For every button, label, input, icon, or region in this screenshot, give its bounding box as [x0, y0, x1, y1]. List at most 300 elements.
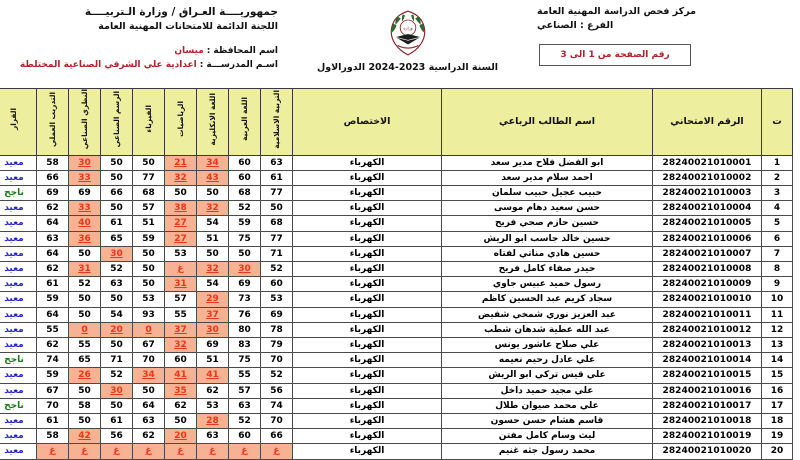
row-subject-mark: 28: [197, 414, 229, 429]
row-exam-number: 28240021010008: [653, 262, 762, 277]
row-subject-mark: 50: [101, 155, 133, 170]
row-subject-mark: 61: [101, 414, 133, 429]
row-specialization: الكهرباء: [293, 383, 442, 398]
table-row: [0, 353, 793, 368]
row-subject-mark: 74: [261, 398, 293, 413]
row-sequence-number: 8: [762, 262, 793, 277]
row-subject-mark: 77: [261, 231, 293, 246]
row-student-name: احمد سلام مدير سعد: [442, 170, 653, 185]
row-subject-mark: 26: [69, 368, 101, 383]
row-subject-mark: 50: [197, 186, 229, 201]
header-left-block: [537, 6, 792, 66]
table-row: [0, 201, 793, 216]
row-student-name: حسن سعيد دهام موسى: [442, 201, 653, 216]
row-specialization: الكهرباء: [293, 307, 442, 322]
row-subject-mark: 68: [229, 186, 261, 201]
row-exam-number: 28240021010013: [653, 338, 762, 353]
row-specialization: الكهرباء: [293, 231, 442, 246]
row-subject-mark: 31: [69, 262, 101, 277]
school-label: اسـم المدرســـة: [206, 60, 278, 70]
table-row: [0, 429, 793, 444]
row-result: ناجح: [0, 186, 37, 201]
row-exam-number: 28240021010006: [653, 231, 762, 246]
row-student-name: عبد العزيز نوري شمخي شفيض: [442, 307, 653, 322]
col-header-subject-english: اللغة الانكليزية: [197, 89, 229, 156]
row-student-name: ليث وسام كامل مفتن: [442, 429, 653, 444]
governorate-value: ميسان: [174, 46, 204, 56]
table-header-row: [0, 89, 793, 156]
col-header-subject-math: الرياضيات: [165, 89, 197, 156]
row-exam-number: 28240021010004: [653, 201, 762, 216]
col-header-subject-physics: الفيزياء: [133, 89, 165, 156]
row-subject-mark: غ: [37, 444, 69, 459]
row-subject-mark: 50: [133, 155, 165, 170]
row-subject-mark: 62: [37, 338, 69, 353]
col-header-student-name: اسم الطالب الرباعي: [442, 89, 653, 156]
academic-year-label: السنة الدراسية 2023-2024 الدورالاول: [316, 62, 499, 73]
row-subject-mark: 50: [101, 292, 133, 307]
row-subject-mark: 68: [133, 186, 165, 201]
row-subject-mark: غ: [101, 444, 133, 459]
row-subject-mark: 51: [133, 216, 165, 231]
row-subject-mark: 68: [261, 216, 293, 231]
row-subject-mark: 43: [197, 170, 229, 185]
row-subject-mark: 69: [37, 186, 69, 201]
row-result: معيد: [0, 414, 37, 429]
row-subject-mark: 83: [229, 338, 261, 353]
row-subject-mark: غ: [69, 444, 101, 459]
row-subject-mark: 51: [197, 353, 229, 368]
row-specialization: الكهرباء: [293, 338, 442, 353]
school-colon: :: [199, 60, 204, 70]
row-subject-mark: 0: [133, 322, 165, 337]
row-specialization: الكهرباء: [293, 277, 442, 292]
row-subject-mark: 50: [133, 277, 165, 292]
row-result: معيد: [0, 307, 37, 322]
row-subject-mark: 50: [165, 414, 197, 429]
row-subject-mark: 55: [229, 368, 261, 383]
row-subject-mark: 52: [261, 262, 293, 277]
row-subject-mark: 78: [261, 322, 293, 337]
row-subject-mark: 60: [229, 170, 261, 185]
school-value: اعدادية علي الشرقي الصناعية المختلطة: [19, 60, 197, 70]
row-exam-number: 28240021010003: [653, 186, 762, 201]
row-subject-mark: 38: [165, 201, 197, 216]
svg-text:وزارة: وزارة: [402, 25, 413, 31]
table-row: [0, 186, 793, 201]
republic-title-line2: اللجنة الدائمة للامتحانات المهنية العامة: [98, 21, 278, 32]
col-header-subject-industrial-theory: النظري الصناعي: [69, 89, 101, 156]
governorate-colon: :: [206, 46, 211, 56]
row-subject-mark: 55: [69, 338, 101, 353]
row-student-name: عبد الله عطية شدهان شطب: [442, 322, 653, 337]
exam-center-branch: الفرع : الصناعي: [537, 20, 614, 31]
governorate-label: اسم المحافظة: [213, 46, 278, 56]
row-subject-mark: 66: [37, 170, 69, 185]
row-subject-mark: 52: [229, 201, 261, 216]
row-sequence-number: 13: [762, 338, 793, 353]
row-subject-mark: 69: [261, 307, 293, 322]
row-subject-mark: 65: [69, 353, 101, 368]
row-student-name: حسين هادي مناتي لفتاه: [442, 246, 653, 261]
row-subject-mark: 50: [101, 170, 133, 185]
row-subject-mark: 41: [197, 368, 229, 383]
row-subject-mark: 21: [165, 155, 197, 170]
ministry-emblem-icon: [382, 7, 434, 59]
header-center-block: [293, 6, 523, 73]
row-subject-mark: 41: [165, 368, 197, 383]
row-subject-mark: 64: [133, 398, 165, 413]
row-specialization: الكهرباء: [293, 368, 442, 383]
row-subject-mark: 65: [101, 231, 133, 246]
row-subject-mark: 50: [261, 201, 293, 216]
row-sequence-number: 16: [762, 383, 793, 398]
row-subject-mark: 63: [101, 277, 133, 292]
row-specialization: الكهرباء: [293, 353, 442, 368]
row-subject-mark: 50: [133, 383, 165, 398]
page-number-box: رقم الصفحة من 1 الى 3: [539, 44, 691, 66]
row-exam-number: 28240021010016: [653, 383, 762, 398]
row-subject-mark: 34: [133, 368, 165, 383]
row-subject-mark: 61: [37, 277, 69, 292]
row-specialization: الكهرباء: [293, 398, 442, 413]
row-subject-mark: 71: [101, 353, 133, 368]
row-exam-number: 28240021010015: [653, 368, 762, 383]
exam-center-line1: مركز فحص الدراسة المهنية العامة: [537, 6, 696, 17]
row-exam-number: 28240021010010: [653, 292, 762, 307]
row-subject-mark: 69: [229, 277, 261, 292]
row-student-name: حيدر صفاء كامل فريح: [442, 262, 653, 277]
col-header-subject-practical-training: التدريب العملي: [37, 89, 69, 156]
row-subject-mark: 53: [165, 246, 197, 261]
row-subject-mark: 62: [37, 201, 69, 216]
header-right-block: [8, 6, 278, 70]
row-subject-mark: 50: [69, 246, 101, 261]
table-row: [0, 277, 793, 292]
republic-title-line1: جمهوريــــة العـراق / وزارة الـتربيــــة: [84, 6, 278, 18]
table-row: [0, 414, 793, 429]
row-sequence-number: 14: [762, 353, 793, 368]
row-subject-mark: 54: [197, 216, 229, 231]
row-subject-mark: 76: [229, 307, 261, 322]
row-exam-number: 28240021010009: [653, 277, 762, 292]
row-subject-mark: 33: [69, 170, 101, 185]
row-subject-mark: غ: [229, 444, 261, 459]
row-subject-mark: 62: [165, 398, 197, 413]
row-subject-mark: غ: [197, 444, 229, 459]
row-specialization: الكهرباء: [293, 292, 442, 307]
row-subject-mark: 50: [197, 246, 229, 261]
row-sequence-number: 1: [762, 155, 793, 170]
row-subject-mark: 37: [165, 322, 197, 337]
row-subject-mark: 54: [197, 277, 229, 292]
row-exam-number: 28240021010005: [653, 216, 762, 231]
row-subject-mark: 64: [37, 307, 69, 322]
row-specialization: الكهرباء: [293, 444, 442, 459]
row-subject-mark: 29: [197, 292, 229, 307]
row-exam-number: 28240021010007: [653, 246, 762, 261]
row-student-name: حبيب عجيل حبيب سلمان: [442, 186, 653, 201]
table-body: [0, 155, 793, 459]
col-header-specialization: الاختصاص: [293, 89, 442, 156]
row-subject-mark: 58: [37, 155, 69, 170]
row-result: معيد: [0, 338, 37, 353]
row-subject-mark: 30: [229, 262, 261, 277]
row-subject-mark: 56: [101, 429, 133, 444]
row-subject-mark: 70: [261, 353, 293, 368]
row-specialization: الكهرباء: [293, 322, 442, 337]
row-subject-mark: 30: [69, 155, 101, 170]
row-subject-mark: 57: [229, 383, 261, 398]
row-subject-mark: 31: [165, 277, 197, 292]
row-subject-mark: 60: [261, 277, 293, 292]
row-result: معيد: [0, 429, 37, 444]
row-subject-mark: 55: [165, 307, 197, 322]
row-subject-mark: 35: [165, 383, 197, 398]
row-sequence-number: 19: [762, 429, 793, 444]
row-subject-mark: 55: [37, 322, 69, 337]
row-subject-mark: 30: [197, 322, 229, 337]
row-result: معيد: [0, 246, 37, 261]
row-subject-mark: 52: [229, 414, 261, 429]
row-subject-mark: 54: [101, 307, 133, 322]
table-row: [0, 170, 793, 185]
row-subject-mark: 57: [133, 201, 165, 216]
row-subject-mark: 66: [101, 186, 133, 201]
row-subject-mark: 52: [69, 277, 101, 292]
table-head: [0, 89, 793, 156]
row-sequence-number: 17: [762, 398, 793, 413]
document-header: [0, 0, 800, 88]
row-specialization: الكهرباء: [293, 216, 442, 231]
row-subject-mark: 53: [261, 292, 293, 307]
row-sequence-number: 12: [762, 322, 793, 337]
row-subject-mark: 67: [37, 383, 69, 398]
row-sequence-number: 7: [762, 246, 793, 261]
row-subject-mark: 50: [229, 246, 261, 261]
table-row: [0, 292, 793, 307]
table-row: [0, 444, 793, 459]
row-subject-mark: 60: [229, 155, 261, 170]
row-subject-mark: 60: [165, 353, 197, 368]
row-student-name: محمد رسول جثه غنيم: [442, 444, 653, 459]
row-subject-mark: 67: [133, 338, 165, 353]
row-subject-mark: 32: [197, 201, 229, 216]
row-subject-mark: 62: [197, 383, 229, 398]
row-exam-number: 28240021010019: [653, 429, 762, 444]
row-subject-mark: 57: [165, 292, 197, 307]
row-subject-mark: 77: [261, 186, 293, 201]
row-subject-mark: 66: [261, 429, 293, 444]
governorate-row: [174, 46, 278, 56]
row-subject-mark: غ: [133, 444, 165, 459]
table-row: [0, 338, 793, 353]
row-student-name: علي محمد صيوان طلال: [442, 398, 653, 413]
row-subject-mark: 63: [37, 231, 69, 246]
row-subject-mark: 52: [261, 368, 293, 383]
row-exam-number: 28240021010018: [653, 414, 762, 429]
row-sequence-number: 20: [762, 444, 793, 459]
row-exam-number: 28240021010014: [653, 353, 762, 368]
row-subject-mark: 77: [133, 170, 165, 185]
row-subject-mark: 50: [69, 307, 101, 322]
row-subject-mark: 71: [261, 246, 293, 261]
row-subject-mark: 50: [101, 201, 133, 216]
row-subject-mark: 80: [229, 322, 261, 337]
row-subject-mark: 58: [69, 398, 101, 413]
row-subject-mark: 34: [197, 155, 229, 170]
row-result: معيد: [0, 368, 37, 383]
row-subject-mark: 61: [101, 216, 133, 231]
row-specialization: الكهرباء: [293, 155, 442, 170]
row-result: ناجح: [0, 353, 37, 368]
row-subject-mark: 59: [133, 231, 165, 246]
row-subject-mark: 53: [133, 292, 165, 307]
row-subject-mark: 50: [133, 246, 165, 261]
row-subject-mark: غ: [165, 262, 197, 277]
row-student-name: سجاد كريم عبد الحسين كاظم: [442, 292, 653, 307]
row-subject-mark: 75: [229, 353, 261, 368]
row-subject-mark: غ: [261, 444, 293, 459]
row-subject-mark: 50: [101, 398, 133, 413]
row-subject-mark: 59: [37, 368, 69, 383]
row-sequence-number: 5: [762, 216, 793, 231]
row-subject-mark: 70: [37, 398, 69, 413]
row-subject-mark: 59: [37, 292, 69, 307]
row-result: معيد: [0, 201, 37, 216]
row-specialization: الكهرباء: [293, 201, 442, 216]
row-exam-number: 28240021010012: [653, 322, 762, 337]
row-sequence-number: 15: [762, 368, 793, 383]
row-result: ناجح: [0, 398, 37, 413]
row-subject-mark: 50: [101, 338, 133, 353]
row-result: معيد: [0, 292, 37, 307]
row-subject-mark: 51: [197, 231, 229, 246]
col-header-result: القرار: [0, 89, 37, 156]
row-subject-mark: 50: [165, 186, 197, 201]
row-subject-mark: 61: [37, 414, 69, 429]
row-result: معيد: [0, 277, 37, 292]
col-header-exam-number: الرقم الامتحاني: [653, 89, 762, 156]
row-specialization: الكهرباء: [293, 262, 442, 277]
row-subject-mark: 27: [165, 231, 197, 246]
row-specialization: الكهرباء: [293, 186, 442, 201]
row-sequence-number: 9: [762, 277, 793, 292]
row-subject-mark: 36: [69, 231, 101, 246]
table-row: [0, 368, 793, 383]
row-exam-number: 28240021010011: [653, 307, 762, 322]
row-subject-mark: 53: [197, 398, 229, 413]
row-sequence-number: 4: [762, 201, 793, 216]
row-sequence-number: 10: [762, 292, 793, 307]
row-subject-mark: 32: [165, 338, 197, 353]
row-subject-mark: 70: [261, 414, 293, 429]
row-subject-mark: 69: [69, 186, 101, 201]
row-subject-mark: 30: [101, 383, 133, 398]
table-row: [0, 246, 793, 261]
row-subject-mark: 59: [229, 216, 261, 231]
row-student-name: علي صلاح عاشور يونس: [442, 338, 653, 353]
row-sequence-number: 6: [762, 231, 793, 246]
row-subject-mark: 60: [229, 429, 261, 444]
row-student-name: قاسم هشام حسن حسون: [442, 414, 653, 429]
table-row: [0, 216, 793, 231]
row-subject-mark: 27: [165, 216, 197, 231]
table-row: [0, 383, 793, 398]
row-subject-mark: 33: [69, 201, 101, 216]
row-subject-mark: 58: [37, 429, 69, 444]
row-result: معيد: [0, 155, 37, 170]
row-subject-mark: 75: [229, 231, 261, 246]
row-exam-number: 28240021010017: [653, 398, 762, 413]
row-subject-mark: 50: [69, 292, 101, 307]
row-subject-mark: 50: [69, 383, 101, 398]
row-subject-mark: 0: [69, 322, 101, 337]
row-subject-mark: 30: [101, 246, 133, 261]
row-subject-mark: 56: [261, 383, 293, 398]
row-subject-mark: 50: [133, 262, 165, 277]
row-student-name: علي مجيد حميد داخل: [442, 383, 653, 398]
row-subject-mark: غ: [165, 444, 197, 459]
row-student-name: علي قيس تركي ابو الريش: [442, 368, 653, 383]
row-subject-mark: 63: [229, 398, 261, 413]
row-subject-mark: 64: [37, 216, 69, 231]
row-subject-mark: 62: [37, 262, 69, 277]
col-header-subject-industrial-drawing: الرسم الصناعي: [101, 89, 133, 156]
table-row: [0, 262, 793, 277]
row-subject-mark: 79: [261, 338, 293, 353]
row-subject-mark: 74: [37, 353, 69, 368]
row-subject-mark: 20: [165, 429, 197, 444]
row-result: معيد: [0, 216, 37, 231]
row-student-name: رسول حميد عبيس جاوي: [442, 277, 653, 292]
table-row: [0, 155, 793, 170]
school-meta-block: [20, 45, 278, 70]
row-subject-mark: 63: [261, 155, 293, 170]
row-specialization: الكهرباء: [293, 429, 442, 444]
row-subject-mark: 61: [261, 170, 293, 185]
row-specialization: الكهرباء: [293, 246, 442, 261]
table-row: [0, 398, 793, 413]
row-subject-mark: 63: [133, 414, 165, 429]
row-result: معيد: [0, 444, 37, 459]
row-student-name: حسين حازم صحي فريح: [442, 216, 653, 231]
row-subject-mark: 70: [133, 353, 165, 368]
row-result: معيد: [0, 262, 37, 277]
row-result: معيد: [0, 383, 37, 398]
table-row: [0, 231, 793, 246]
row-sequence-number: 11: [762, 307, 793, 322]
row-student-name: ابو الفضل فلاح مدير سعد: [442, 155, 653, 170]
row-subject-mark: 73: [229, 292, 261, 307]
row-subject-mark: 64: [37, 246, 69, 261]
row-specialization: الكهرباء: [293, 414, 442, 429]
results-table: [0, 88, 793, 460]
row-subject-mark: 52: [101, 368, 133, 383]
row-result: معيد: [0, 170, 37, 185]
col-header-seq: ت: [762, 89, 793, 156]
school-row: [20, 60, 278, 70]
row-exam-number: 28240021010020: [653, 444, 762, 459]
row-subject-mark: 42: [69, 429, 101, 444]
row-subject-mark: 37: [197, 307, 229, 322]
row-subject-mark: 62: [133, 429, 165, 444]
row-sequence-number: 2: [762, 170, 793, 185]
row-subject-mark: 20: [101, 322, 133, 337]
table-row: [0, 322, 793, 337]
row-student-name: حسين خالد جاسب ابو الريش: [442, 231, 653, 246]
row-subject-mark: 63: [197, 429, 229, 444]
